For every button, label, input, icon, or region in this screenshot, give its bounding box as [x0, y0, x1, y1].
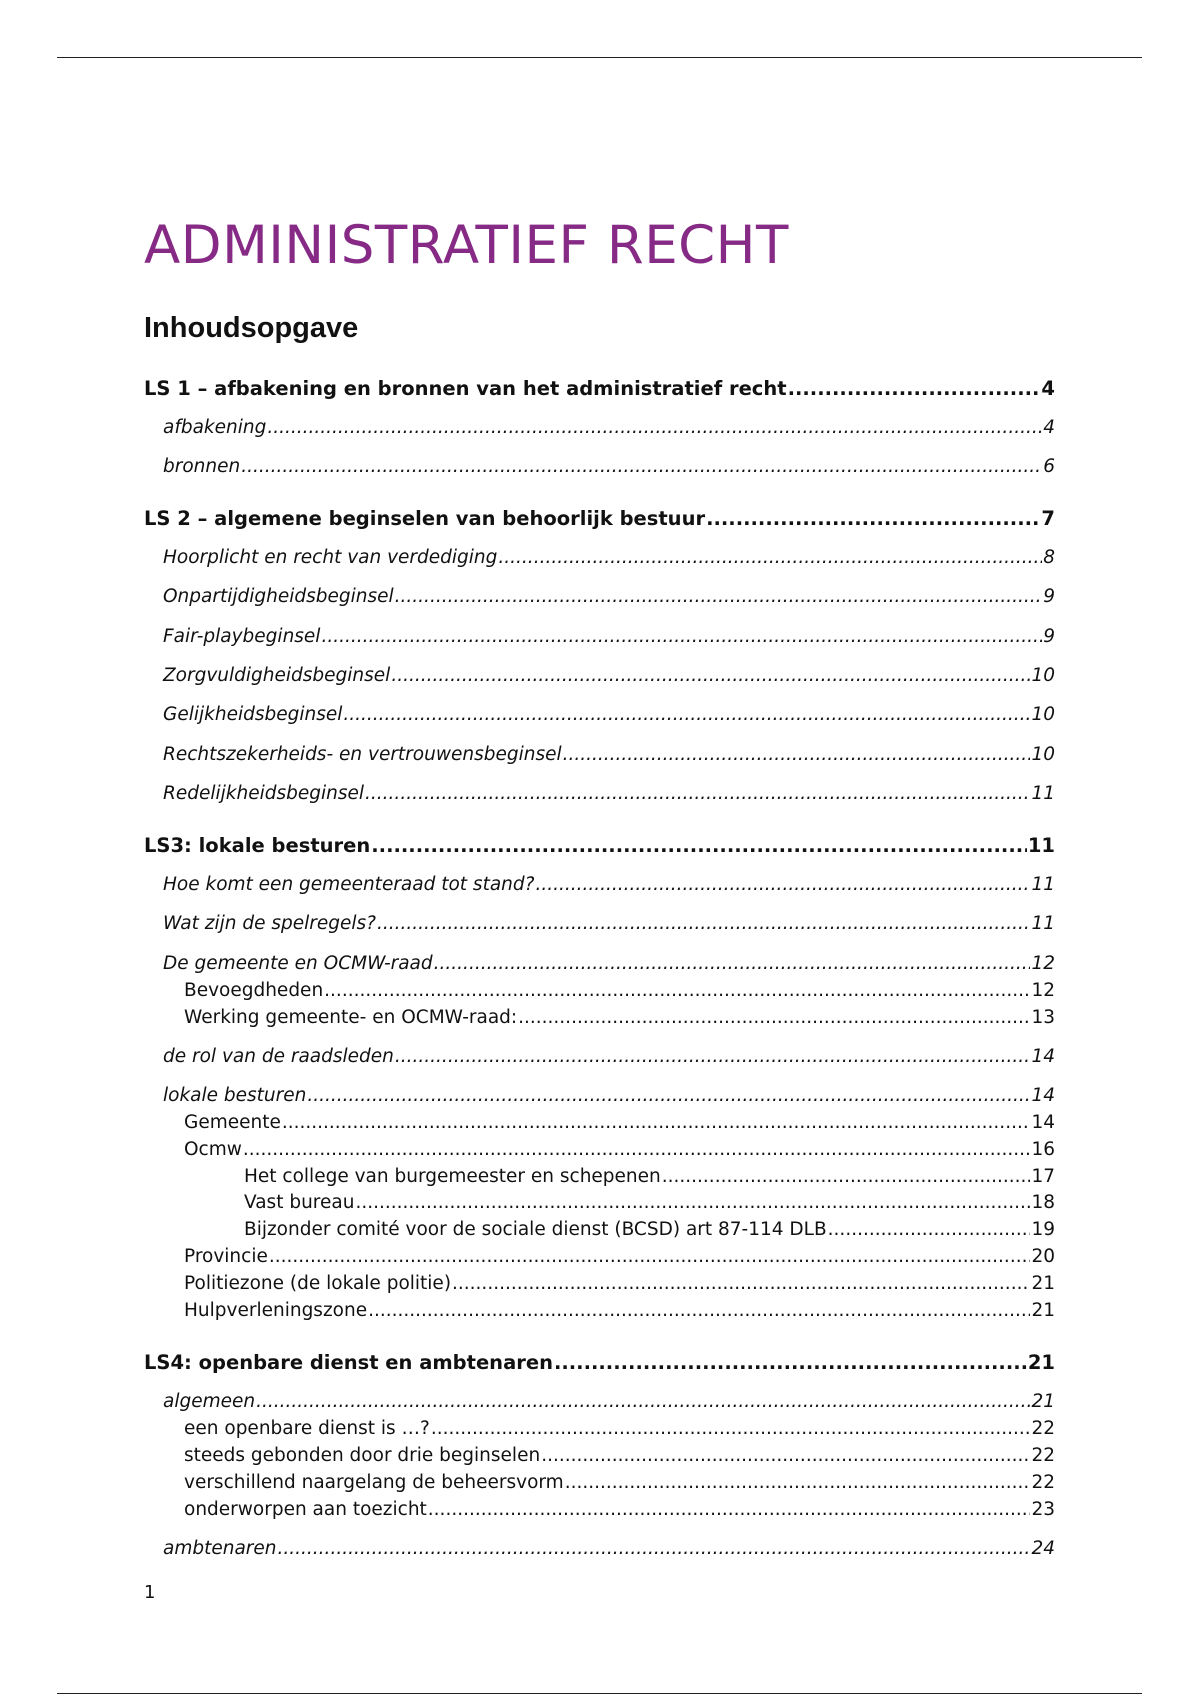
toc-entry-label: Onpartijdigheidsbeginsel	[163, 586, 394, 607]
toc-leader-dots	[267, 414, 1042, 442]
toc-leader-dots	[498, 544, 1042, 572]
toc-entry-page: 23	[1031, 1499, 1055, 1520]
toc-entry[interactable]	[163, 741, 1055, 769]
toc-entry[interactable]	[184, 1442, 1055, 1470]
page-number: 1	[144, 1582, 156, 1603]
toc-entry-page: 8	[1043, 547, 1055, 568]
toc-entry-label: afbakening	[163, 417, 267, 438]
toc-entry-label: een openbare dienst is …?	[184, 1418, 430, 1439]
toc-entry-page: 18	[1031, 1192, 1055, 1213]
toc-entry-label: Rechtszekerheids- en vertrouwensbeginsel	[163, 744, 562, 765]
toc-leader-dots	[343, 701, 1030, 729]
toc-entry[interactable]	[184, 1270, 1055, 1298]
toc-entry-label: LS3: lokale besturen	[144, 834, 371, 857]
toc-leader-dots	[241, 453, 1042, 481]
toc-entry-label: LS 2 – algemene beginselen van behoorlijk bestuur	[144, 507, 706, 530]
toc-leader-dots	[395, 583, 1043, 611]
toc-entry[interactable]	[163, 1388, 1055, 1416]
toc-entry-label: de rol van de raadsleden	[163, 1046, 394, 1067]
toc-leader-dots	[431, 1415, 1031, 1443]
toc-leader-dots	[307, 1082, 1030, 1110]
toc-entry-page: 14	[1031, 1112, 1055, 1133]
toc-leader-dots	[434, 950, 1031, 978]
toc-leader-dots	[368, 1297, 1030, 1325]
toc-entry[interactable]	[163, 623, 1055, 651]
toc-entry[interactable]	[163, 701, 1055, 729]
toc-leader-dots	[563, 741, 1031, 769]
toc-entry-label: verschillend naargelang de beheersvorm	[184, 1472, 564, 1493]
toc-leader-dots	[662, 1163, 1031, 1191]
toc-entry-label: Zorgvuldigheidsbeginsel	[163, 665, 391, 686]
toc-entry-label: Hoe komt een gemeenteraad tot stand?	[163, 874, 535, 895]
toc-entry-page: 21	[1031, 1300, 1055, 1321]
toc-entry[interactable]	[244, 1163, 1055, 1191]
toc-leader-dots	[565, 1469, 1031, 1497]
toc-entry-page: 4	[1043, 417, 1055, 438]
toc-entry[interactable]	[184, 1297, 1055, 1325]
toc-entry[interactable]	[184, 977, 1055, 1005]
toc-entry-label: Gelijkheidsbeginsel	[163, 704, 343, 725]
toc-entry-page: 11	[1027, 834, 1055, 857]
toc-heading: Inhoudsopgave	[144, 312, 359, 344]
toc-entry-label: Wat zijn de spelregels?	[163, 913, 376, 934]
toc-entry[interactable]	[184, 1243, 1055, 1271]
toc-entry-label: steeds gebonden door drie beginselen	[184, 1445, 541, 1466]
toc-entry-label: Bijzonder comité voor de sociale dienst (BCSD) art 87-114 DLB	[244, 1219, 827, 1240]
toc-leader-dots	[269, 1243, 1031, 1271]
toc-entry-label: algemeen	[163, 1391, 256, 1412]
toc-entry[interactable]	[184, 1109, 1055, 1137]
toc-entry-page: 24	[1031, 1538, 1055, 1559]
toc-entry-page: 11	[1031, 874, 1055, 895]
toc-entry[interactable]	[163, 1082, 1055, 1110]
toc-entry[interactable]	[163, 1043, 1055, 1071]
toc-entry-page: 10	[1031, 704, 1055, 725]
toc-entry-page: 9	[1043, 586, 1055, 607]
toc-leader-dots	[243, 1136, 1031, 1164]
toc-entry-page: 22	[1031, 1445, 1055, 1466]
toc-entry[interactable]	[163, 1535, 1055, 1563]
toc-entry-page: 4	[1041, 377, 1055, 400]
toc-entry-label: Vast bureau	[244, 1192, 355, 1213]
toc-entry[interactable]	[184, 1004, 1055, 1032]
toc-entry-page: 14	[1031, 1085, 1055, 1106]
toc-entry[interactable]	[163, 414, 1055, 442]
toc-entry-page: 12	[1031, 980, 1055, 1001]
toc-entry-page: 21	[1031, 1391, 1055, 1412]
toc-leader-dots	[355, 1189, 1030, 1217]
toc-entry-label: onderworpen aan toezicht	[184, 1499, 427, 1520]
toc-leader-dots	[365, 780, 1030, 808]
toc-entry[interactable]	[163, 583, 1055, 611]
toc-entry[interactable]	[184, 1469, 1055, 1497]
toc-leader-dots	[554, 1349, 1027, 1377]
toc-entry[interactable]	[163, 950, 1055, 978]
toc-entry-label: Provincie	[184, 1246, 268, 1267]
toc-entry[interactable]	[184, 1415, 1055, 1443]
toc-entry-page: 12	[1031, 953, 1055, 974]
toc-leader-dots	[278, 1535, 1031, 1563]
toc-leader-dots	[377, 910, 1030, 938]
toc-entry-page: 19	[1031, 1219, 1055, 1240]
toc-entry[interactable]	[163, 910, 1055, 938]
toc-entry-page: 20	[1031, 1246, 1055, 1267]
footer-rule	[57, 1693, 1142, 1694]
toc-leader-dots	[256, 1388, 1030, 1416]
toc-entry-page: 17	[1031, 1166, 1055, 1187]
toc-leader-dots	[788, 375, 1041, 403]
toc-entry[interactable]	[163, 662, 1055, 690]
toc-entry-label: De gemeente en OCMW-raad	[163, 953, 433, 974]
toc-entry-label: LS 1 – afbakening en bronnen van het administratief recht	[144, 377, 787, 400]
toc-leader-dots	[452, 1270, 1030, 1298]
toc-entry-label: LS4: openbare dienst en ambtenaren	[144, 1351, 553, 1374]
toc-leader-dots	[535, 871, 1030, 899]
toc-entry-page: 9	[1043, 626, 1055, 647]
toc-entry-page: 16	[1031, 1139, 1055, 1160]
toc-entry-page: 7	[1041, 507, 1055, 530]
toc-entry-label: Hulpverleningszone	[184, 1300, 368, 1321]
toc-leader-dots	[371, 832, 1027, 860]
toc-entry-label: Ocmw	[184, 1139, 242, 1160]
toc-leader-dots	[391, 662, 1030, 690]
toc-entry-label: Werking gemeente- en OCMW-raad:	[184, 1007, 518, 1028]
toc-entry-label: Fair-playbeginsel	[163, 626, 321, 647]
toc-entry[interactable]	[163, 871, 1055, 899]
toc-entry[interactable]	[184, 1136, 1055, 1164]
toc-entry-label: Bevoegdheden	[184, 980, 324, 1001]
toc-entry-page: 22	[1031, 1472, 1055, 1493]
toc-entry-label: Gemeente	[184, 1112, 281, 1133]
toc-entry-label: Politiezone (de lokale politie)	[184, 1273, 452, 1294]
toc-leader-dots	[321, 623, 1042, 651]
toc-entry-label: ambtenaren	[163, 1538, 277, 1559]
toc-entry-page: 22	[1031, 1418, 1055, 1439]
toc-entry[interactable]	[184, 1496, 1055, 1524]
toc-entry[interactable]	[144, 832, 1055, 860]
toc-entry-page: 21	[1031, 1273, 1055, 1294]
toc-entry-label: Hoorplicht en recht van verdediging	[163, 547, 498, 568]
toc-entry[interactable]	[163, 780, 1055, 808]
toc-entry[interactable]	[244, 1189, 1055, 1217]
toc-entry-label: Redelijkheidsbeginsel	[163, 783, 365, 804]
toc-entry-page: 14	[1031, 1046, 1055, 1067]
toc-entry-page: 13	[1031, 1007, 1055, 1028]
toc-entry-page: 11	[1031, 913, 1055, 934]
toc-entry-page: 6	[1043, 456, 1055, 477]
document-title: ADMINISTRATIEF RECHT	[144, 215, 789, 276]
toc-entry-label: lokale besturen	[163, 1085, 307, 1106]
toc-entry[interactable]	[244, 1216, 1055, 1244]
toc-entry[interactable]	[163, 544, 1055, 572]
toc-leader-dots	[324, 977, 1030, 1005]
toc-entry[interactable]	[163, 453, 1055, 481]
toc-leader-dots	[541, 1442, 1030, 1470]
toc-leader-dots	[828, 1216, 1031, 1244]
toc-entry[interactable]	[144, 505, 1055, 533]
toc-entry-page: 21	[1027, 1351, 1055, 1374]
toc-entry-label: Het college van burgemeester en schepenen	[244, 1166, 661, 1187]
toc-entry[interactable]	[144, 1349, 1055, 1377]
toc-entry-label: bronnen	[163, 456, 241, 477]
toc-entry-page: 10	[1031, 665, 1055, 686]
toc-entry-page: 11	[1031, 783, 1055, 804]
toc-leader-dots	[706, 505, 1040, 533]
toc-leader-dots	[395, 1043, 1031, 1071]
toc-leader-dots	[428, 1496, 1031, 1524]
toc-leader-dots	[282, 1109, 1031, 1137]
toc-entry-page: 10	[1031, 744, 1055, 765]
toc-leader-dots	[518, 1004, 1030, 1032]
toc-entry[interactable]	[144, 375, 1055, 403]
